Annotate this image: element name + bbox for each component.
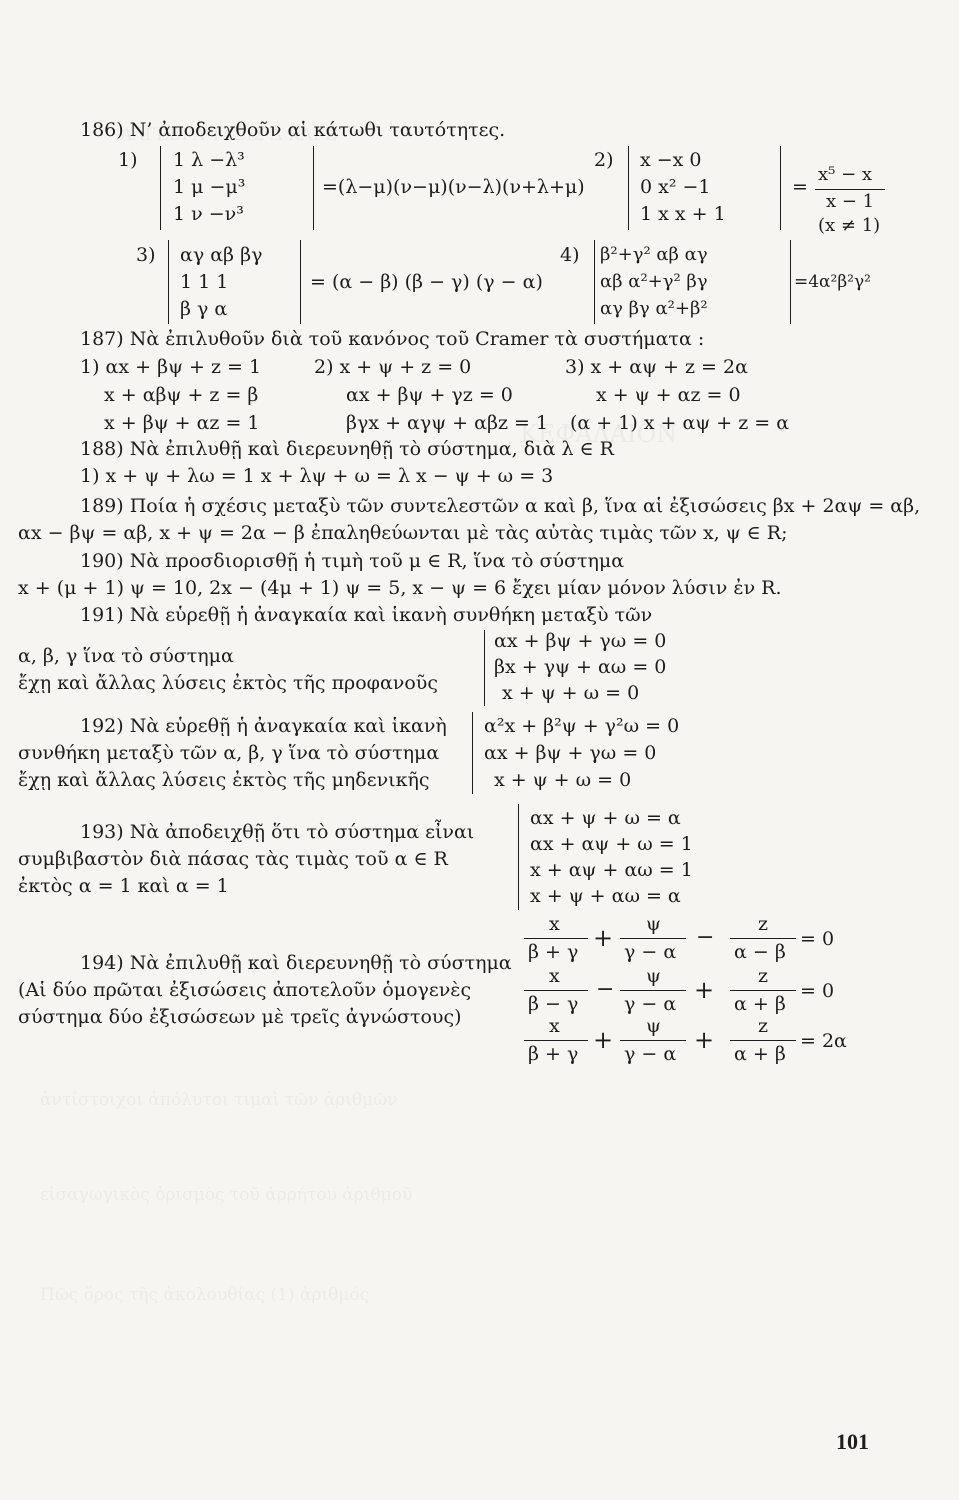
problem-193-text2: ἐκτὸς α = 1 καὶ α = 1 (18, 875, 229, 897)
system-192-eq1: α²x + β²ψ + γ²ω = 0 (484, 715, 680, 737)
fraction-bar (620, 1040, 686, 1041)
eq2-num2: ψ (646, 965, 661, 987)
problem-191-heading: 191) Νὰ εὑρεθῇ ἡ ἀναγκαία καὶ ἱκανὴ συνθήκη μεταξὺ τῶν (80, 604, 653, 626)
system-193-eq1: αx + ψ + ω = α (530, 807, 681, 829)
page-number: 101 (836, 1429, 869, 1454)
identity-1-rhs: =(λ−μ)(ν−μ)(ν−λ)(ν+λ+μ) (322, 176, 585, 198)
eq2-den2: γ − α (624, 993, 677, 1015)
eq3-den1: β + γ (528, 1043, 579, 1065)
system-1-eq2: x + αβψ + z = β (104, 384, 259, 406)
system-192-eq3: x + ψ + ω = 0 (494, 769, 632, 791)
problem-187-heading: 187) Νὰ ἐπιλυθοῦν διὰ τοῦ κανόνος τοῦ Cramer τὰ συστήματα : (80, 328, 705, 350)
eq1-op1: + (593, 924, 614, 952)
determinant-bar (168, 240, 169, 324)
fraction-bar (524, 938, 588, 939)
identity-1-label: 1) (118, 149, 138, 171)
problem-193-heading: 193) Νὰ ἀποδειχθῇ ὅτι τὸ σύστημα εἶναι (80, 821, 475, 843)
eq3-num1: x (549, 1015, 560, 1037)
identity-4-label: 4) (560, 244, 580, 266)
eq2-op2: + (694, 976, 715, 1004)
problem-192-heading: 192) Νὰ εὑρεθῇ ἡ ἀναγκαία καὶ ἱκανὴ (80, 715, 447, 737)
eq3-den3: α + β (734, 1043, 786, 1065)
eq1-den1: β + γ (528, 941, 579, 963)
system-191-eq1: αx + βψ + γω = 0 (494, 630, 667, 652)
eq2-num1: x (549, 965, 560, 987)
system-2-eq2: αx + βψ + γz = 0 (346, 384, 513, 406)
problem-188-heading: 188) Νὰ ἐπιλυθῇ καὶ διερευνηθῇ τὸ σύστημα, διὰ λ ∈ R (80, 438, 614, 460)
system-193-eq4: x + ψ + αω = α (530, 885, 681, 907)
eq2-den1: β − γ (528, 993, 579, 1015)
det2-row2: 0 x² −1 (640, 176, 711, 198)
identity-2-numerator: x⁵ − x (818, 164, 873, 185)
identity-2-denominator: x − 1 (826, 191, 875, 212)
identity-4-rhs: =4α²β²γ² (794, 272, 871, 292)
system-1-eq3: x + βψ + αz = 1 (104, 412, 260, 434)
identity-3-label: 3) (136, 244, 156, 266)
system-brace (472, 712, 473, 794)
det4-row2: αβ α²+γ² βγ (600, 271, 708, 292)
identity-2-condition: (x ≠ 1) (818, 215, 881, 236)
det2-row1: x −x 0 (640, 149, 702, 171)
system-192-eq2: αx + βψ + γω = 0 (484, 742, 657, 764)
problem-191-text1: α, β, γ ἵνα τὸ σύστημα (18, 645, 234, 667)
identity-3-rhs: = (α − β) (β − γ) (γ − α) (310, 271, 543, 293)
system-3-eq1: 3) x + αψ + z = 2α (565, 356, 748, 378)
eq3-op2: + (694, 1026, 715, 1054)
problem-192-text2: ἔχῃ καὶ ἄλλας λύσεις ἐκτὸς τῆς μηδενικῆς (18, 769, 430, 791)
eq3-num2: ψ (646, 1015, 661, 1037)
system-191-eq2: βx + γψ + αω = 0 (494, 656, 667, 678)
eq1-op2: − (696, 925, 715, 950)
det4-row3: αγ βγ α²+β² (600, 298, 708, 319)
eq1-num3: z (758, 913, 769, 935)
problem-194-note2: σύστημα δύο ἐξισώσεων μὲ τρεῖς ἀγνώστους) (18, 1006, 462, 1028)
system-191-eq3: x + ψ + ω = 0 (502, 682, 640, 704)
problem-190-line1: 190) Νὰ προσδιορισθῇ ἡ τιμὴ τοῦ μ ∈ R, ἵνα τὸ σύστημα (80, 550, 625, 572)
fraction-bar (524, 1040, 588, 1041)
det3-row3: β γ α (180, 298, 228, 320)
eq1-rhs: = 0 (800, 928, 835, 950)
determinant-bar (160, 146, 161, 230)
system-1-eq1: 1) αx + βψ + z = 1 (80, 356, 262, 378)
system-193-eq2: αx + αψ + ω = 1 (530, 833, 693, 855)
eq3-rhs: = 2α (800, 1030, 847, 1052)
eq1-num1: x (549, 913, 560, 935)
fraction-bar (620, 990, 686, 991)
problem-190-line2: x + (μ + 1) ψ = 10, 2x − (4μ + 1) ψ = 5, x − ψ = 6 ἔχει μίαν μόνον λύσιν ἐν R. (18, 577, 782, 599)
system-3-eq3: (α + 1) x + αψ + z = α (570, 412, 790, 434)
fraction-bar (730, 938, 796, 939)
det4-row1: β²+γ² αβ αγ (600, 244, 708, 265)
eq1-num2: ψ (646, 913, 661, 935)
det1-row2: 1 μ −μ³ (173, 176, 246, 198)
determinant-bar (313, 146, 314, 230)
eq2-rhs: = 0 (800, 980, 835, 1002)
identity-2-label: 2) (594, 149, 614, 171)
det1-row3: 1 ν −ν³ (173, 203, 244, 225)
problem-188-equations: 1) x + ψ + λω = 1 x + λψ + ω = λ x − ψ + ω = 3 (80, 465, 554, 487)
eq2-op1: − (596, 977, 615, 1002)
problem-189-line2: αx − βψ = αβ, x + ψ = 2α − β ἐπαληθεύωνται μὲ τὰς αὐτὰς τιμὰς τῶν x, ψ ∈ R; (18, 522, 788, 544)
problem-186-heading: 186) Ν’ ἀποδειχθοῦν αἱ κάτωθι ταυτότητες. (80, 119, 506, 141)
determinant-bar (790, 240, 791, 324)
problem-192-text1: συνθήκη μεταξὺ τῶν α, β, γ ἵνα τὸ σύστημα (18, 742, 440, 764)
fraction-bar (730, 990, 796, 991)
identity-2-equals: = (792, 176, 808, 198)
system-3-eq2: x + ψ + αz = 0 (596, 384, 741, 406)
system-2-eq1: 2) x + ψ + z = 0 (314, 356, 472, 378)
determinant-bar (628, 146, 629, 230)
eq3-den2: γ − α (624, 1043, 677, 1065)
det2-row3: 1 x x + 1 (640, 203, 726, 225)
determinant-bar (780, 146, 781, 230)
system-2-eq3: βγx + αγψ + αβz = 1 (346, 412, 549, 434)
problem-193-text1: συμβιβαστὸν διὰ πάσας τὰς τιμὰς τοῦ α ∈ R (18, 848, 448, 870)
fraction-bar (620, 938, 686, 939)
determinant-bar (594, 240, 595, 324)
problem-194-note1: (Αἱ δύο πρῶται ἐξισώσεις ἀποτελοῦν ὁμογενὲς (18, 979, 472, 1001)
eq2-num3: z (758, 965, 769, 987)
fraction-bar (524, 990, 588, 991)
eq1-den3: α − β (734, 941, 786, 963)
det3-row2: 1 1 1 (180, 271, 229, 293)
problem-194-heading: 194) Νὰ ἐπιλυθῇ καὶ διερευνηθῇ τὸ σύστημα (80, 952, 512, 974)
system-brace (518, 804, 519, 910)
det3-row1: αγ αβ βγ (180, 244, 263, 266)
det1-row1: 1 λ −λ³ (173, 149, 245, 171)
eq2-den3: α + β (734, 993, 786, 1015)
system-brace (484, 630, 485, 706)
system-193-eq3: x + αψ + αω = 1 (530, 859, 693, 881)
problem-191-text2: ἔχῃ καὶ ἄλλας λύσεις ἐκτὸς τῆς προφανοῦς (18, 672, 438, 694)
eq1-den2: γ − α (624, 941, 677, 963)
eq3-num3: z (758, 1015, 769, 1037)
fraction-bar (730, 1040, 796, 1041)
eq3-op1: + (593, 1026, 614, 1054)
problem-189-line1: 189) Ποία ἡ σχέσις μεταξὺ τῶν συντελεστῶν α καὶ β, ἵνα αἱ ἐξισώσεις βx + 2αψ = αβ, (80, 495, 921, 517)
determinant-bar (300, 240, 301, 324)
